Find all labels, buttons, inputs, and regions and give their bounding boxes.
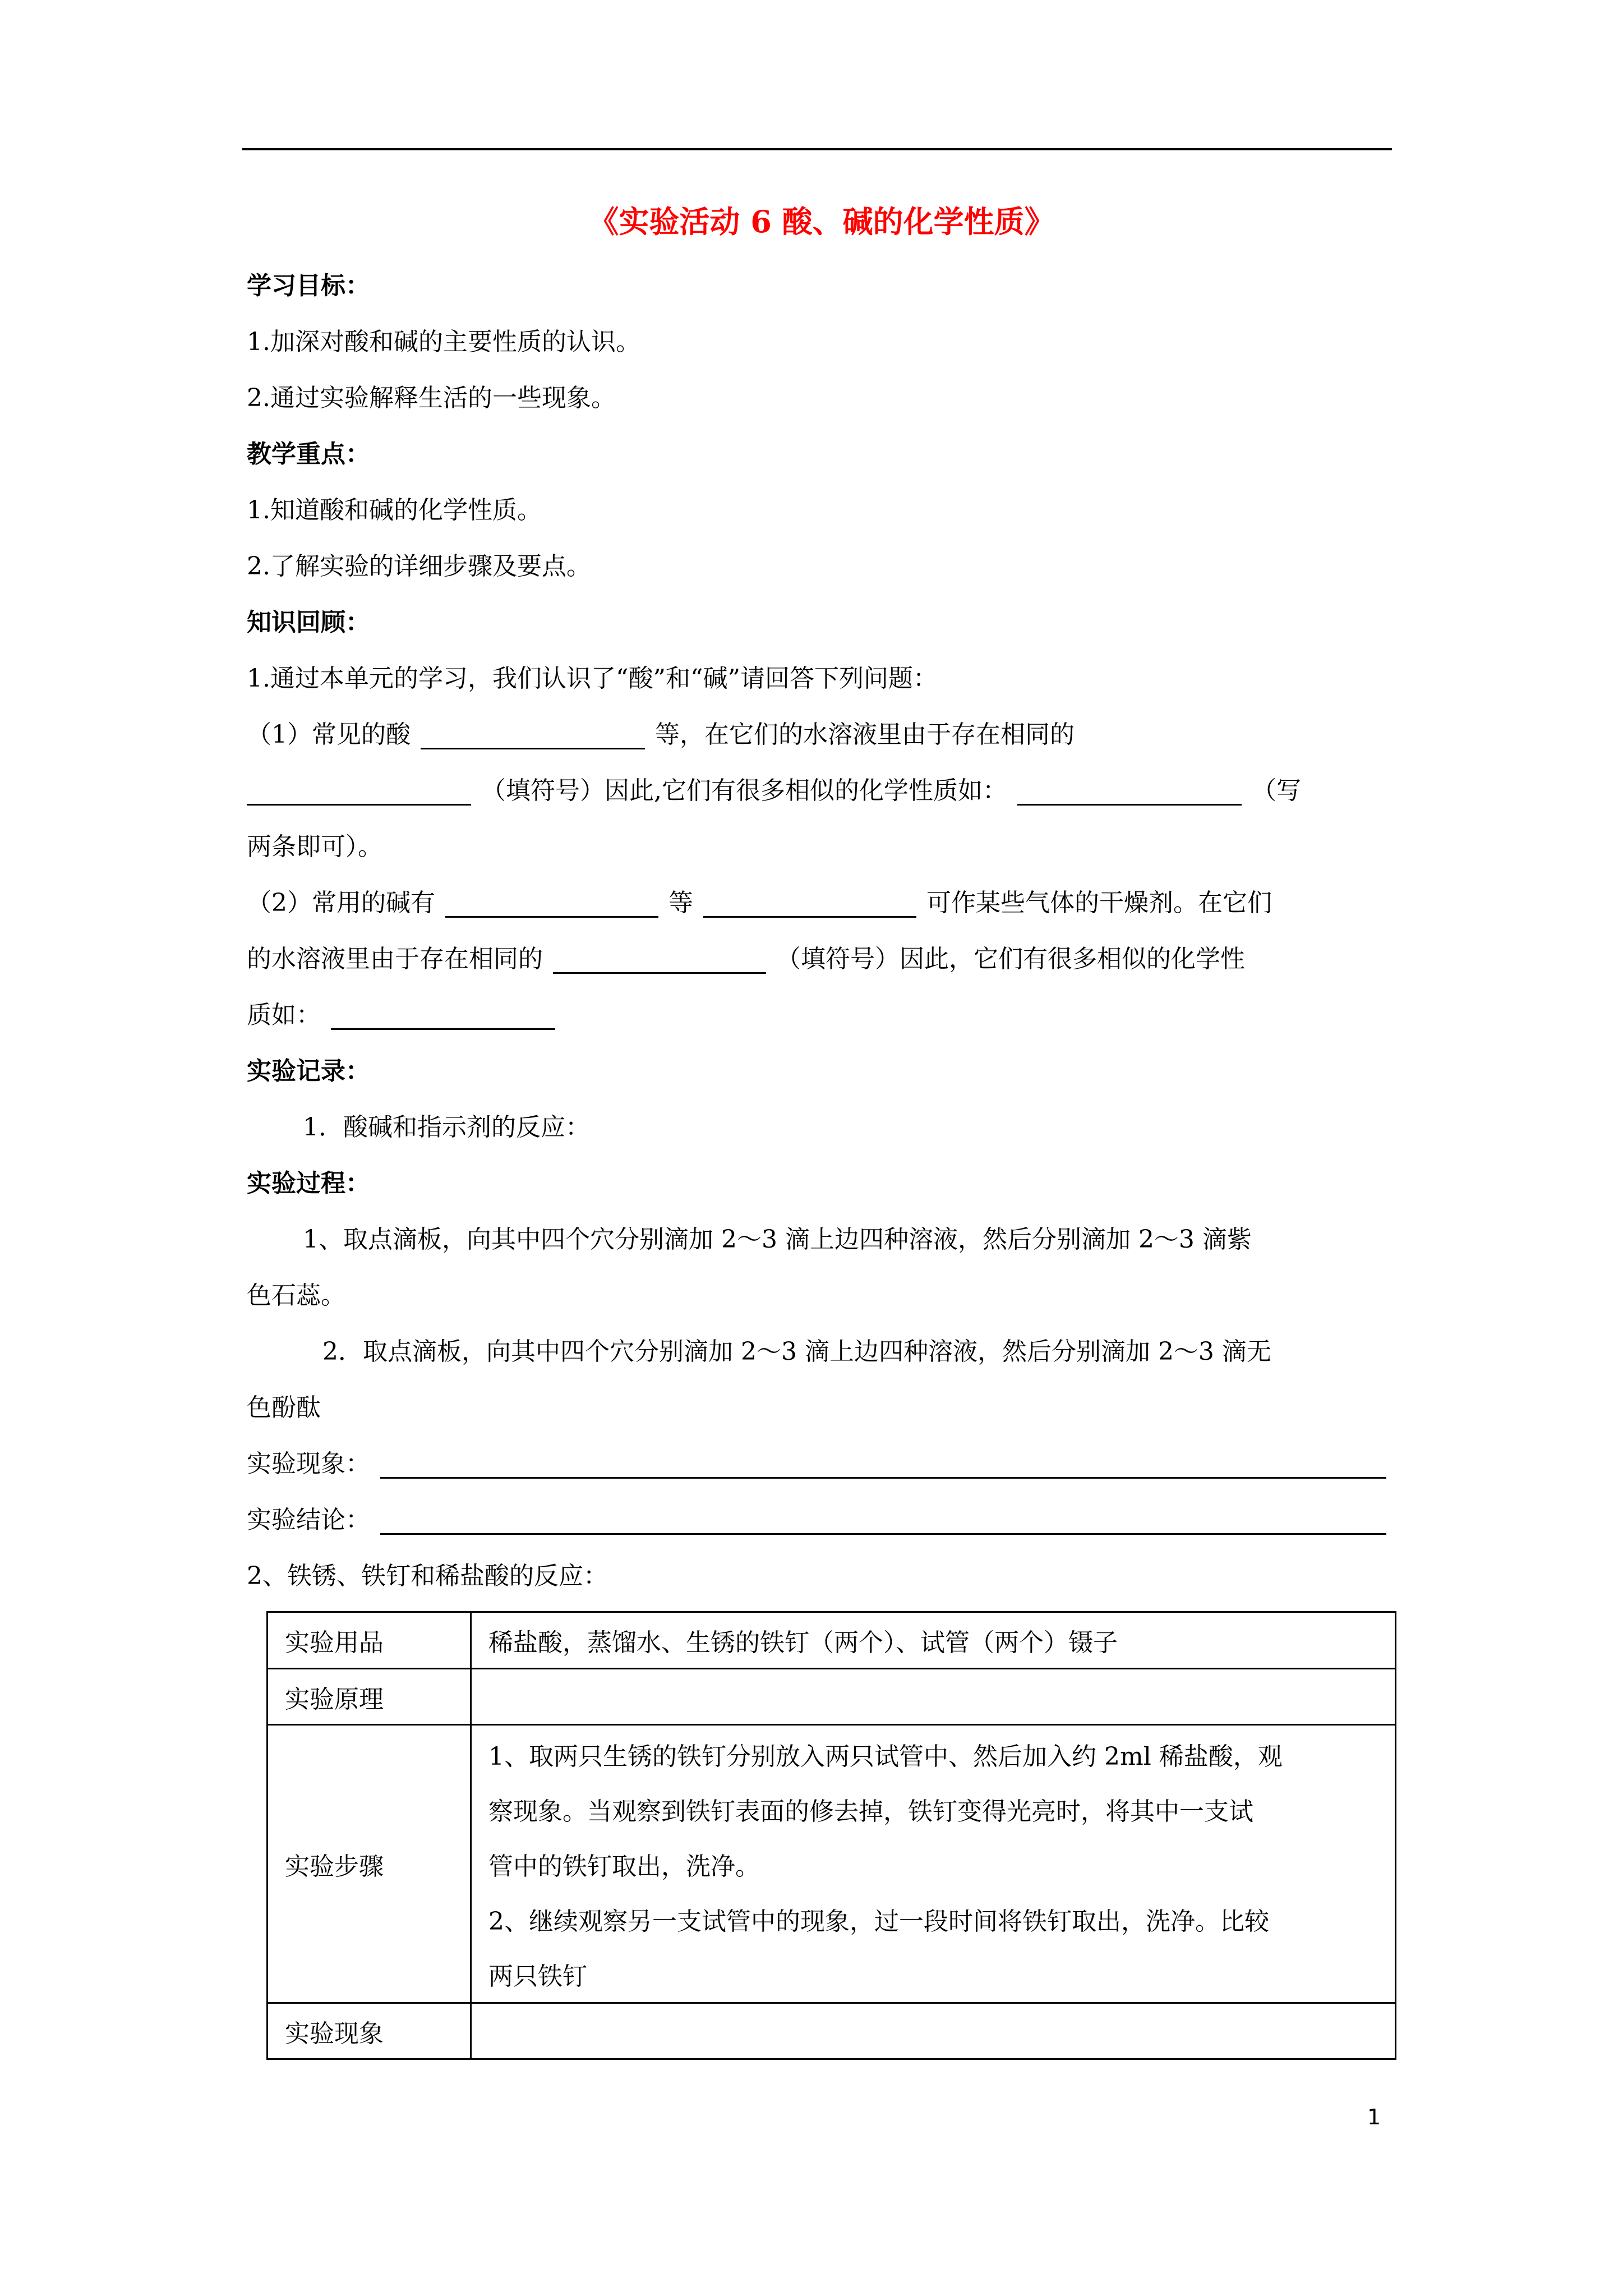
page-number: 1 (1367, 2105, 1381, 2129)
review-q2-text-f: 质如： (247, 1001, 321, 1029)
key-point-item: 2.了解实验的详细步骤及要点。 (247, 552, 591, 581)
document-title: 《实验活动 6 酸、碱的化学性质》 (588, 204, 1055, 240)
table-cell-line: 2、继续观察另一支试管中的现象，过一段时间将铁钉取出，洗净。比较 (488, 1907, 1269, 1936)
table-cell-label: 实验原理 (268, 1669, 471, 1725)
answer-blank[interactable] (445, 889, 658, 918)
process-heading: 实验过程： (247, 1169, 370, 1198)
answer-blank[interactable] (421, 721, 645, 749)
table-cell-line: 1、取两只生锈的铁钉分别放入两只试管中、然后加入约 2ml 稀盐酸，观 (488, 1742, 1283, 1771)
review-q2-text-c: 可作某些气体的干燥剂。在它们 (926, 889, 1272, 917)
process-step1-line1: 1、取点滴板，向其中四个穴分别滴加 2～3 滴上边四种溶液，然后分别滴加 2～3 滴紫 (303, 1225, 1252, 1254)
table-cell-line: 管中的铁钉取出，洗净。 (488, 1852, 760, 1881)
review-q1-line3: 两条即可）。 (247, 832, 382, 861)
review-q1-line1 (247, 707, 1391, 763)
table-cell-label: 实验步骤 (268, 1725, 471, 2003)
phenomenon-label: 实验现象： (247, 1450, 370, 1478)
table-cell-line: 察现象。当观察到铁钉表面的修去掉，铁钉变得光亮时，将其中一支试 (488, 1797, 1253, 1826)
answer-blank[interactable] (331, 1001, 555, 1030)
review-q2-line2 (247, 931, 1391, 987)
review-q2-line1 (247, 875, 1391, 931)
review-q2-text-b: 等 (668, 889, 693, 917)
key-point-item: 1.知道酸和碱的化学性质。 (247, 496, 542, 524)
header-rule (242, 148, 1392, 150)
record-heading: 实验记录： (247, 1057, 370, 1085)
review-q1-line2 (247, 763, 1391, 819)
review-intro: 1.通过本单元的学习，我们认识了“酸”和“碱”请回答下列问题： (247, 664, 938, 693)
objective-item: 2.通过实验解释生活的一些现象。 (247, 384, 616, 412)
process-step2-line2: 色酚酞 (247, 1393, 321, 1422)
conclusion-row (247, 1492, 1391, 1548)
review-q1-text-c: （填符号）因此,它们有很多相似的化学性质如： (481, 776, 1007, 805)
phenomenon-blank[interactable] (380, 1450, 1386, 1479)
table-row (268, 2003, 1396, 2059)
table-cell-label: 实验用品 (268, 1612, 471, 1669)
review-q1-text-a: （1）常见的酸 (247, 720, 411, 749)
answer-blank[interactable] (703, 889, 916, 918)
section2-heading: 2、铁锈、铁钉和稀盐酸的反应： (247, 1562, 608, 1590)
review-q2-text-e: （填符号）因此，它们有很多相似的化学性 (776, 945, 1245, 973)
objective-item: 1.加深对酸和碱的主要性质的认识。 (247, 328, 640, 356)
record-item: 1．酸碱和指示剂的反应： (303, 1113, 590, 1142)
table-cell-line: 稀盐酸，蒸馏水、生锈的铁钉（两个）、试管（两个）镊子 (488, 1628, 1118, 1657)
table-row (268, 1669, 1396, 1725)
document-content (247, 202, 1391, 1604)
key-points-heading: 教学重点： (247, 440, 370, 468)
review-q2-text-a: （2）常用的碱有 (247, 889, 435, 917)
table-cell-content (471, 1612, 1396, 1669)
answer-blank[interactable] (553, 945, 766, 974)
process-step1-line2: 色石蕊。 (247, 1281, 345, 1310)
conclusion-blank[interactable] (380, 1506, 1386, 1535)
table-row (268, 1612, 1396, 1669)
conclusion-label: 实验结论： (247, 1506, 370, 1534)
process-step2-line1: 2．取点滴板，向其中四个穴分别滴加 2～3 滴上边四种溶液，然后分别滴加 2～3 滴无 (322, 1337, 1271, 1366)
experiment-table (266, 1611, 1396, 2060)
table-cell-content (471, 1725, 1396, 2003)
answer-blank[interactable] (1017, 777, 1242, 806)
table-cell-content[interactable] (471, 1669, 1396, 1725)
review-q2-line3 (247, 987, 1391, 1043)
answer-blank[interactable] (247, 777, 471, 806)
review-q1-text-d: （写 (1251, 776, 1301, 805)
phenomenon-row (247, 1436, 1391, 1492)
table-row (268, 1725, 1396, 2003)
objectives-heading: 学习目标： (247, 272, 370, 300)
table-cell-label: 实验现象 (268, 2003, 471, 2059)
review-q1-text-b: 等，在它们的水溶液里由于存在相同的 (655, 720, 1075, 749)
review-heading: 知识回顾： (247, 608, 370, 637)
table-cell-content[interactable] (471, 2003, 1396, 2059)
table-cell-line: 两只铁钉 (488, 1962, 587, 1991)
review-q2-text-d: 的水溶液里由于存在相同的 (247, 945, 543, 973)
